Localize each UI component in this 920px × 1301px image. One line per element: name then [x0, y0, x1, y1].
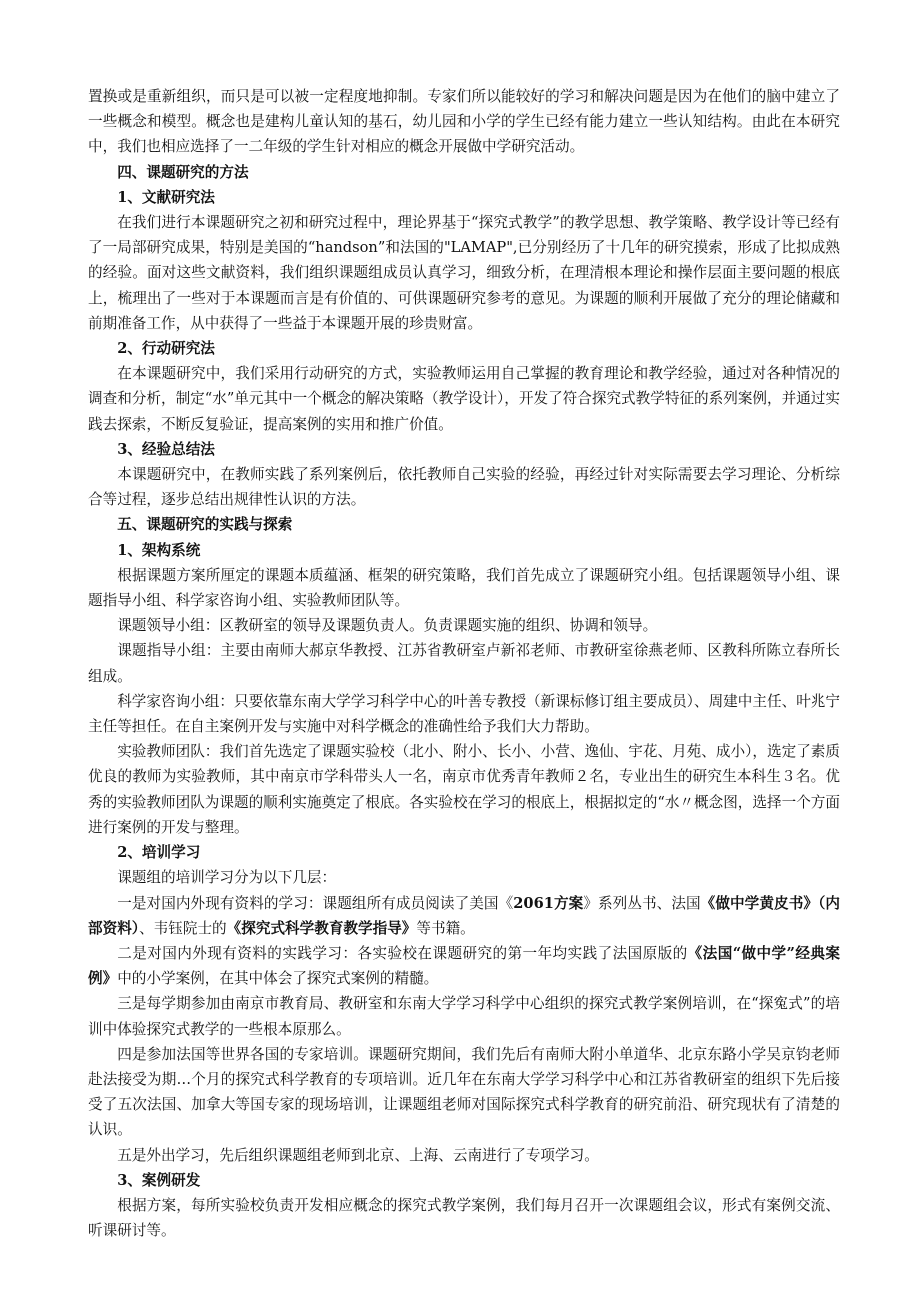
body-paragraph: [88, 689, 840, 739]
body-paragraph: [88, 991, 840, 1041]
bold-text: 《做中学黄皮书》（内部资料）: [88, 894, 840, 937]
body-paragraph: [88, 941, 840, 991]
section-heading: [88, 185, 840, 210]
text-run: 一是对国内外现有资料的学习：课题组所有成员阅读了美国《: [117, 894, 514, 912]
text-run: 在我们进行本课题研究之初和研究过程中，理论界基于“探究式教学”的教学思想、教学策略、教学设计等已经有了一局部研究成果，特别是美国的“handson”和法国的"LAMAP",已分别经历了十几年的研究摸索，形成了比拟成熟的经验。面对这些文献资料，我们组织课题组成员认真学习，细致分析，在理清根本理论和操作层面主要问题的根底上，梳理出了一些对于本课题而言是有价值的、可供课题研究参考的意见。为课题的顺利开展做了充分的理论储藏和前期准备工作，从中获得了一些益于本课题开展的珍贵财富。: [88, 214, 840, 332]
text-run: 2、培训学习: [117, 844, 201, 862]
text-run: 3、案例研发: [117, 1171, 201, 1189]
section-heading: [88, 437, 840, 462]
text-run: 2、行动研究法: [117, 340, 215, 358]
text-run: 置换或是重新组织，而只是可以被一定程度地抑制。专家们所以能较好的学习和解决问题是因为在他们的脑中建立了一些概念和模型。概念也是建构儿童认知的基石，幼儿园和小学的学生已经有能力建立一些认知结构。由此在本研究中，我们也相应选择了一二年级的学生针对相应的概念开展做中学研究活动。: [88, 88, 840, 156]
text-run: 课题组的培训学习分为以下几层：: [117, 869, 337, 887]
text-run: 根据方案，每所实验校负责开发相应概念的探究式教学案例，我们每月召开一次课题组会议，形式有案例交流、听课研讨等。: [88, 1196, 840, 1240]
text-run: 五是外出学习，先后组织课题组老师到北京、上海、云南进行了专项学习。: [117, 1146, 599, 1164]
section-heading: [88, 336, 840, 361]
text-run: 根据课题方案所厘定的课题本质蕴涵、框架的研究策略，我们首先成立了课题研究小组。包括课题领导小组、课题指导小组、科学家咨询小组、实验教师团队等。: [88, 566, 840, 610]
body-paragraph: [88, 1042, 840, 1143]
text-run: 三是每学期参加由南京市教育局、教研室和东南大学学习科学中心组织的探究式教学案例培训，在“探寃式”的培训中体验探究式教学的一些根本原那么。: [88, 995, 840, 1038]
text-run: 中的小学案例，在其中体会了探究式案例的精髓。: [117, 970, 439, 988]
body-paragraph: [88, 739, 840, 840]
text-run: 本课题研究中，在教师实践了系列案例后，依托教师自己实验的经验，再经过针对实际需要去学习理论、分析综合等过程，逐步总结出规律性认识的方法。: [88, 466, 840, 509]
text-run: 四、课题研究的方法: [117, 163, 249, 181]
body-paragraph: [88, 891, 840, 941]
text-run: 1、架构系统: [117, 541, 201, 559]
text-run: 科学家咨询小组：只要依靠东南大学学习科学中心的叶善专教授（新课标修订组主要成员）、周建中主任、叶兆宁主任等担任。在自主案例开发与实施中对科学概念的准确性给予我们大力帮助。: [88, 692, 840, 736]
text-run: 课题指导小组：主要由南师大郝京华教授、江苏省教研室卢新祁老师、市教研室徐燕老师、区教科所陈立春所长组成。: [88, 642, 840, 685]
body-paragraph: [88, 462, 840, 512]
body-paragraph: [88, 84, 840, 160]
body-paragraph: [88, 1193, 840, 1243]
text-run: 五、课题研究的实践与探索: [117, 516, 293, 534]
section-heading: [88, 538, 840, 563]
section-heading: [88, 840, 840, 865]
text-run: 等书籍。: [416, 919, 475, 937]
section-heading: [88, 512, 840, 537]
text-run: 在本课题研究中，我们采用行动研究的方式，实验教师运用自己掌握的教育理论和教学经验，通过对各种情况的调查和分析，制定“水”单元其中一个概念的解决策略（教学设计），开发了符合探究式教学特征的系列案例，并通过实践去探索，不断反复验证，提高案例的实用和推广价值。: [88, 365, 840, 433]
text-run: 四是参加法国等世界各国的专家培训。课题研究期间，我们先后有南师大附小单道华、北京东路小学吴京钧老师赴法接受为期…个月的探究式科学教育的专项培训。近几年在东南大学学习科学中心和江苏省教研室的组织下先后接受了五次法国、加拿大等国专家的现场培训，让课题组老师对国际探究式科学教育的研究前沿、研究现状有了清楚的认识。: [88, 1045, 840, 1139]
body-paragraph: [88, 613, 840, 638]
body-paragraph: [88, 563, 840, 613]
document-page: [88, 84, 840, 1243]
bold-text: 《探究式科学教育教学指导》: [226, 919, 417, 937]
text-run: 3、经验总结法: [117, 440, 215, 458]
section-heading: [88, 1168, 840, 1193]
body-paragraph: [88, 210, 840, 336]
text-run: 二是对国内外现有资料的实践学习：各实验校在课题研究的第一年均实践了法国原版的: [117, 944, 688, 962]
text-run: 实验教师团队：我们首先选定了课题实验校（北小、附小、长小、小营、逸仙、宇花、月苑、成小），选定了素质优良的教师为实验教师，其中南京市学科带头人一名，南京市优秀青年教师２名，专业出生的研究生本科生３名。优秀的实验教师团队为课题的顺利实施奠定了根底。各实验校在学习的根底上，根据拟定的“水〃概念图，选择一个方面进行案例的开发与整理。: [88, 743, 840, 836]
section-heading: [88, 160, 840, 185]
body-paragraph: [88, 865, 840, 890]
body-paragraph: [88, 361, 840, 437]
text-run: 》系列丛书、法国: [583, 894, 701, 912]
bold-text: 《法国“做中学”经典案例》: [88, 944, 840, 988]
text-run: 课题领导小组：区教研室的领导及课题负责人。负责课题实施的组织、协调和领导。: [117, 617, 658, 635]
body-paragraph: [88, 638, 840, 688]
body-paragraph: [88, 1143, 840, 1168]
bold-text: 2061方案: [513, 894, 584, 912]
text-run: 1、文献研究法: [117, 188, 215, 206]
text-run: 、韦钰院士的: [139, 919, 227, 937]
